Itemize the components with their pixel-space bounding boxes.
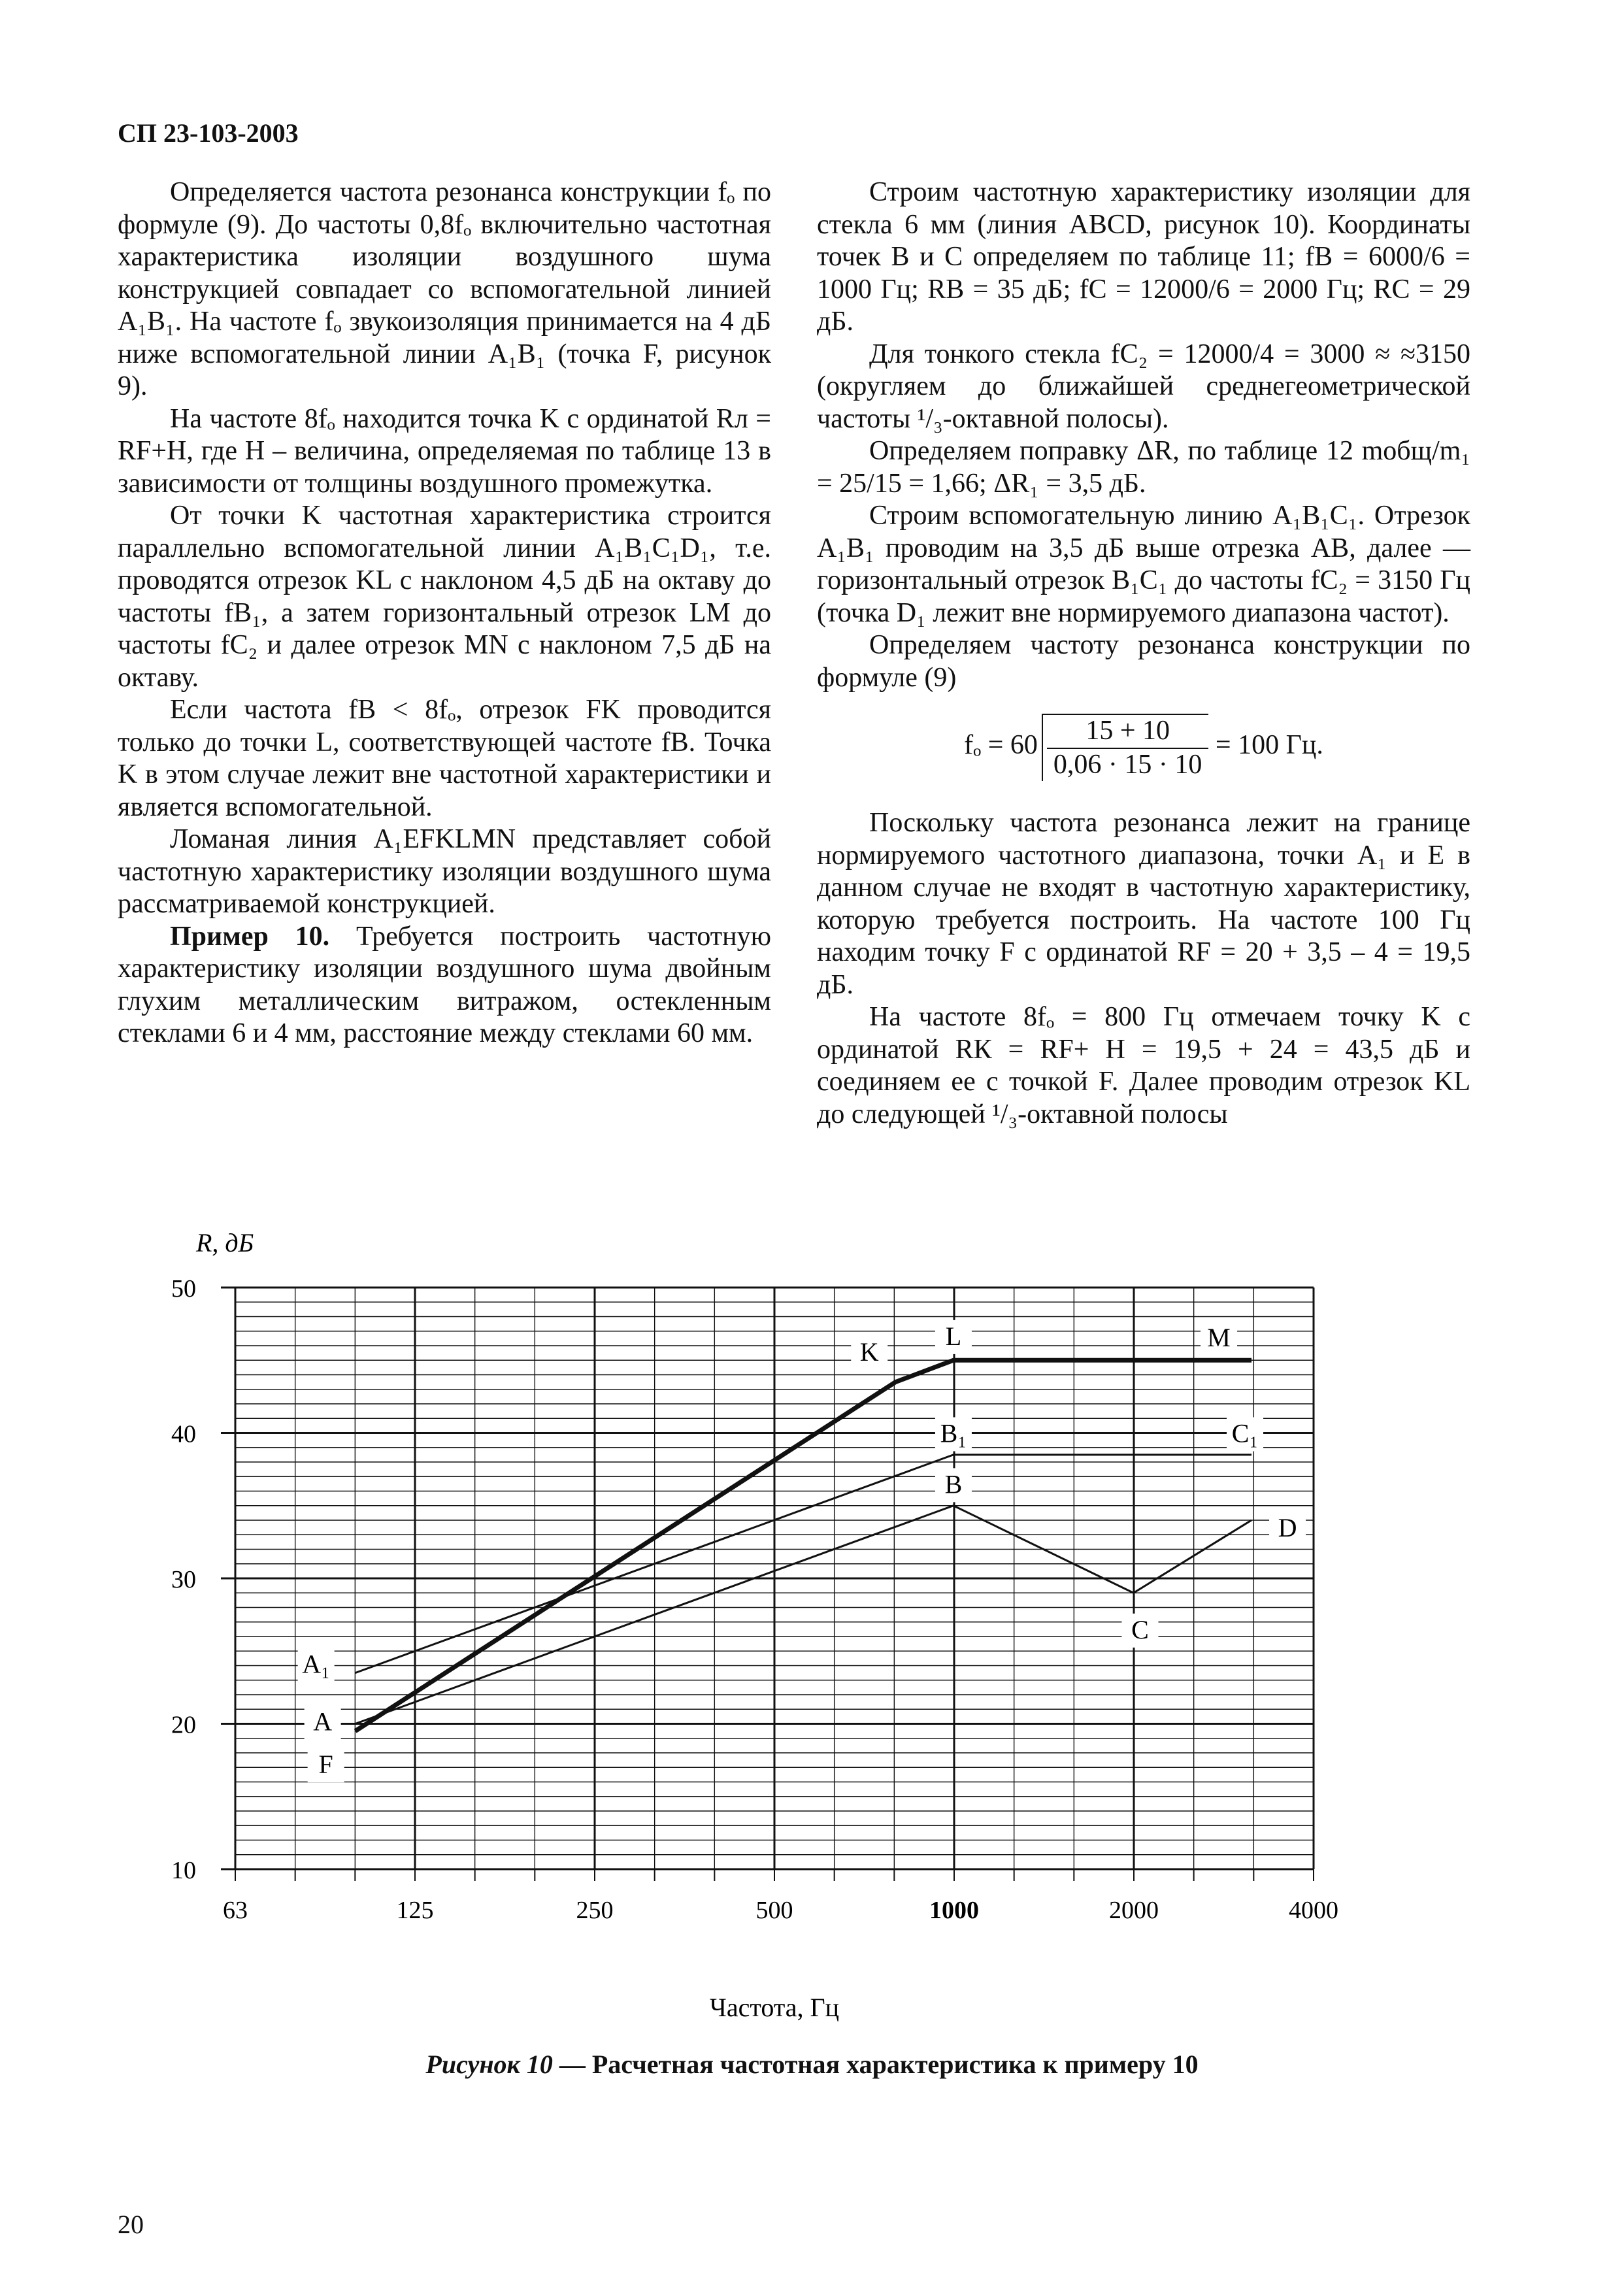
paragraph: Если частота fB < 8fₒ, отрезок FK проводится только до точки L, соответствующей частоте fB. Точка K в этом случае лежит вне частотной характеристики и является вспомогательной.: [118, 695, 771, 822]
paragraph: На частоте 8fₒ находится точка K с ординатой Rл = RF+H, где H – величина, определяемая по таблице 13 в зависимости от толщины воздушного промежутка.: [118, 403, 771, 499]
paragraph: На частоте 8fₒ = 800 Гц отмечаем точку K с ординатой RК = RF+ H = 19,5 + 24 = 43,5 дБ и соединяем ее с точкой F. Далее проводим отрезок KL до следующей ¹/₃-октавной полосы: [817, 1002, 1470, 1129]
point-label: M: [1207, 1322, 1231, 1352]
frequency-chart: [0, 1216, 1624, 2039]
paragraph: Определяется частота резонанса конструкции fₒ по формуле (9). До частоты 0,8fₒ включительно частотная характеристика изоляции воздушного шума конструкцией совпадает со вспомогательной линией A₁B₁. На частоте fₒ звукоизоляция принимается на 4 дБ ниже вспомогательной линии A₁B₁ (точка F, рисунок 9).: [118, 177, 771, 401]
paragraph: Определяем поправку ΔR, по таблице 12 mобщ/m₁ = 25/15 = 1,66; ΔR₁ = 3,5 дБ.: [817, 436, 1470, 499]
point-label: C: [1131, 1614, 1149, 1644]
figure-caption: [0, 2049, 1624, 2080]
resonance-formula: [817, 714, 1470, 781]
formula-rhs: = 100 Гц.: [1215, 730, 1323, 761]
x-tick-label: 125: [396, 1897, 434, 1924]
point-label: A₁: [302, 1649, 331, 1679]
formula-denominator: 0,06 · 15 · 10: [1053, 749, 1202, 780]
y-tick-label: 20: [171, 1711, 196, 1739]
paragraph: Определяем частоту резонанса конструкции по формуле (9): [817, 630, 1470, 693]
formula-numerator: 15 + 10: [1047, 715, 1208, 749]
point-label: C₁: [1231, 1418, 1259, 1448]
chart-grid: [171, 1275, 1338, 1924]
y-tick-label: 30: [171, 1566, 196, 1593]
point-label: B: [944, 1469, 963, 1499]
paragraph: Строим вспомогательную линию A₁B₁C₁. Отрезок A₁B₁ проводим на 3,5 дБ выше отрезка AB, далее — горизонтальный отрезок B₁C₁ до частоты fC₂ = 3150 Гц (точка D₁ лежит вне нормируемого диапазона частот).: [817, 501, 1470, 628]
sqrt-sign: [1042, 714, 1208, 781]
point-label: B₁: [940, 1418, 967, 1448]
x-tick-label: 2000: [1109, 1897, 1159, 1924]
caption-text: — Расчетная частотная характеристика к примеру 10: [552, 2050, 1199, 2079]
y-tick-label: 40: [171, 1420, 196, 1448]
caption-figure-number: Рисунок 10: [425, 2050, 553, 2079]
x-tick-label: 4000: [1289, 1897, 1338, 1924]
chart-series: [356, 1360, 1251, 1731]
x-tick-label: 1000: [929, 1897, 979, 1924]
example-text: Требуется построить частотную характеристику изоляции воздушного шума двойным глухим металлическим витражом, остекленным стеклами 6 и 4 мм, расстояние между стеклами 60 мм.: [118, 921, 771, 1048]
x-tick-label: 250: [576, 1897, 614, 1924]
point-label: K: [859, 1337, 879, 1367]
series-line-auxiliary: [356, 1506, 1251, 1724]
y-tick-label: 10: [171, 1857, 196, 1884]
point-label: L: [945, 1321, 962, 1351]
left-column: [118, 176, 771, 1050]
point-label: D: [1278, 1513, 1297, 1543]
point-label: F: [318, 1750, 333, 1780]
paragraph: Ломаная линия A₁EFKLMN представляет собой частотную характеристику изоляции воздушного шума рассматриваемой конструкцией.: [118, 824, 771, 919]
paragraph: Поскольку частота резонанса лежит на границе нормируемого частотного диапазона, точки A₁ и E в данном случае не входят в частотную характеристику, которую требуется построить. На частоте 100 Гц находим точку F с ординатой RF = 20 + 3,5 – 4 = 19,5 дБ.: [817, 808, 1470, 1000]
point-label: A: [313, 1706, 333, 1737]
paragraph: Для тонкого стекла fC₂ = 12000/4 = 3000 ≈ ≈3150 (округляем до ближайшей среднегеометрической частоты ¹/₃-октавной полосы).: [817, 339, 1470, 434]
right-column: [817, 176, 1470, 1131]
x-axis-label: Частота, Гц: [709, 1993, 840, 2022]
formula-lhs: fₒ = 60: [964, 730, 1038, 761]
example-paragraph: [118, 921, 771, 1050]
x-tick-label: 63: [223, 1897, 248, 1924]
document-code: СП 23-103-2003: [118, 118, 299, 148]
x-tick-label: 500: [755, 1897, 793, 1924]
paragraph: От точки K частотная характеристика строится параллельно вспомогательной линии A₁B₁C₁D₁, т.е. проводятся отрезок KL с наклоном 4,5 дБ на октаву до частоты fB₁, а затем горизонтальный отрезок LM до частоты fC₂ и далее отрезок MN с наклоном 7,5 дБ на октаву.: [118, 501, 771, 693]
y-axis-label: R, дБ: [196, 1228, 254, 1257]
paragraph: Строим частотную характеристику изоляции для стекла 6 мм (линия ABCD, рисунок 10). Координаты точек B и C определяем по таблице 11; fB = 6000/6 = 1000 Гц; RB = 35 дБ; fC = 12000/6 = 2000 Гц; RC = 29 дБ.: [817, 177, 1470, 337]
y-tick-label: 50: [171, 1275, 196, 1303]
example-label: Пример 10.: [170, 921, 330, 952]
chart-svg: [0, 1216, 1624, 2039]
page-number: 20: [118, 2210, 144, 2239]
